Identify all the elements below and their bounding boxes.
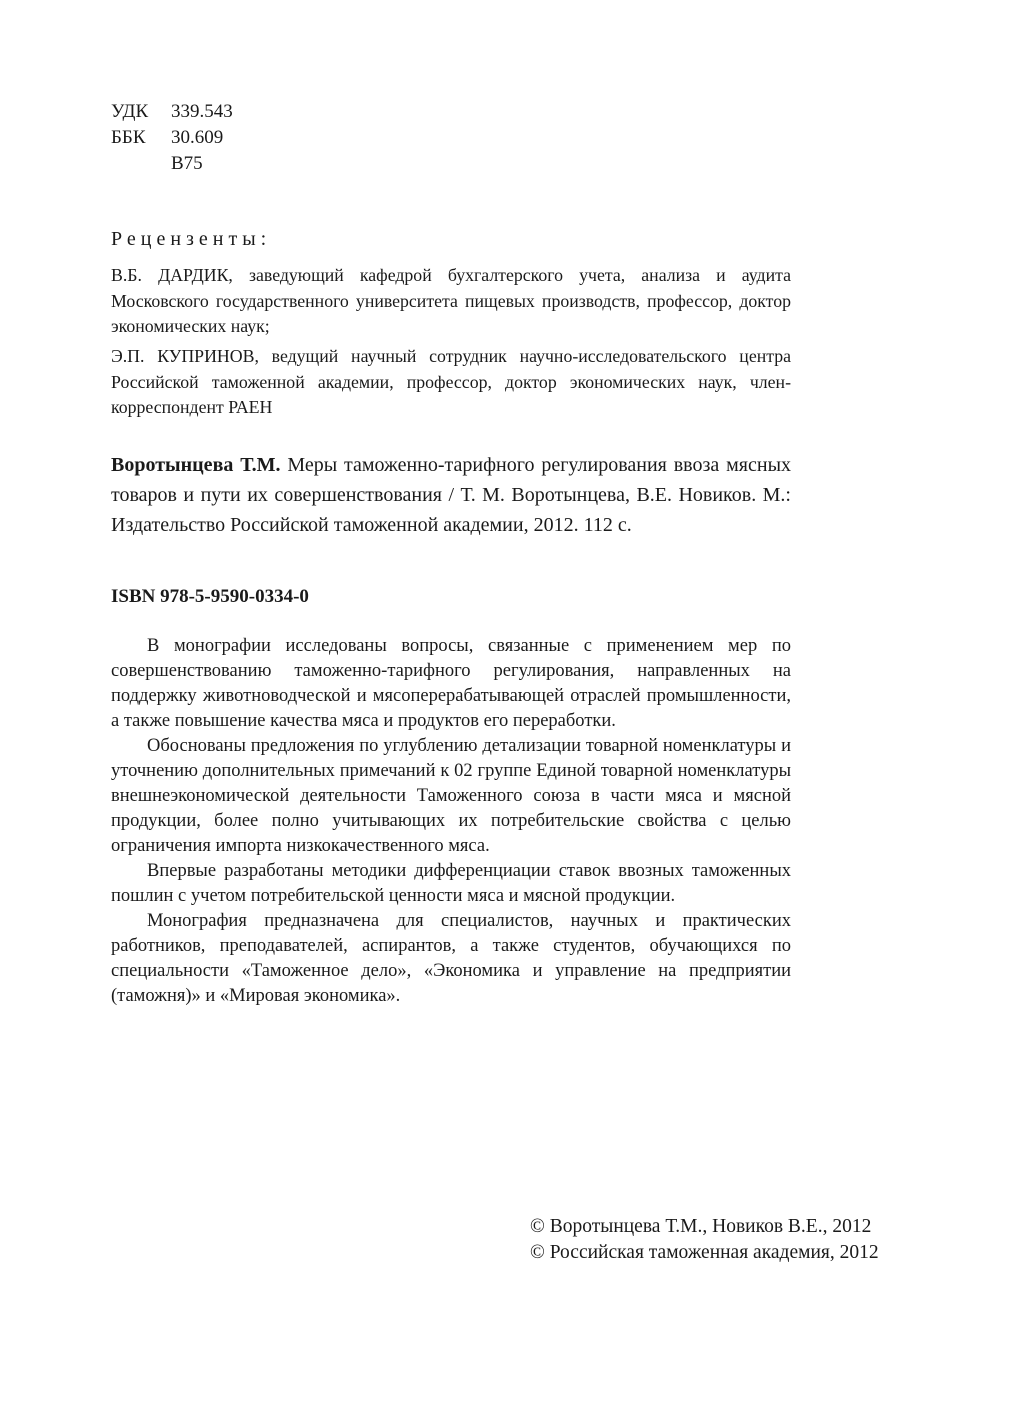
bbk-label: ББК (111, 127, 146, 148)
bibliographic-record (111, 450, 791, 540)
copyright-block (530, 1214, 879, 1266)
udk-label: УДК (111, 101, 149, 122)
copyright-line-authors: © Воротынцева Т.М., Новиков В.Е., 2012 (530, 1216, 872, 1237)
abstract-paragraph: Монография предназначена для специалистов, научных и практических работников, преподавателей, аспирантов, а также студентов, обучающихся по специальности «Таможенное дело», «Экономика и управление на предприятии (таможня)» и «Мировая экономика». (111, 911, 791, 1006)
udk-value: 339.543 (171, 101, 233, 122)
reviewer-entry: В.Б. ДАРДИК, заведующий кафедрой бухгалтерского учета, анализа и аудита Московского государственного университета пищевых производств, профессор, доктор экономических наук; (111, 265, 791, 336)
abstract-paragraph: В монографии исследованы вопросы, связанные с применением мер по совершенствованию таможенно-тарифного регулирования, направленных на поддержку животноводческой и мясоперерабатывающей отраслей промышленности, а также повышение качества мяса и продуктов его переработки. (111, 636, 791, 731)
isbn: ISBN 978-5-9590-0334-0 (111, 586, 309, 607)
abstract-paragraph: Обоснованы предложения по углублению детализации товарной номенклатуры и уточнению дополнительных примечаний к 02 группе Единой товарной номенклатуры внешнеэкономической деятельности Таможенного союза в части мяса и мясной продукции, более полно учитывающих их потребительские свойства с целью ограничения импорта низкокачественного мяса. (111, 736, 791, 856)
bibliographic-author: Воротынцева Т.М. (111, 454, 281, 476)
bbk-row (111, 125, 233, 151)
bbk-value: 30.609 (171, 127, 224, 148)
classification-block (111, 99, 233, 177)
abstract-paragraph: Впервые разработаны методики дифференциации ставок ввозных таможенных пошлин с учетом потребительской ценности мяса и мясной продукции. (111, 861, 791, 906)
author-mark: В75 (171, 153, 203, 174)
copyright-line-publisher: © Российская таможенная академия, 2012 (530, 1242, 879, 1263)
reviewer-entry: Э.П. КУПРИНОВ, ведущий научный сотрудник научно-исследовательского центра Российской таможенной академии, профессор, доктор экономических наук, член-корреспондент РАЕН (111, 346, 791, 417)
author-mark-row (111, 151, 233, 177)
bibliographic-text: Меры таможенно-тарифного регулирования ввоза мясных товаров и пути их совершенствования / Т. М. Воротынцева, В.Е. Новиков. М.: Издательство Российской таможенной академии, 2012. 112 с. (111, 454, 792, 536)
abstract (111, 634, 791, 1009)
reviewers-heading: Рецензенты: (111, 228, 272, 250)
udk-row (111, 99, 233, 125)
